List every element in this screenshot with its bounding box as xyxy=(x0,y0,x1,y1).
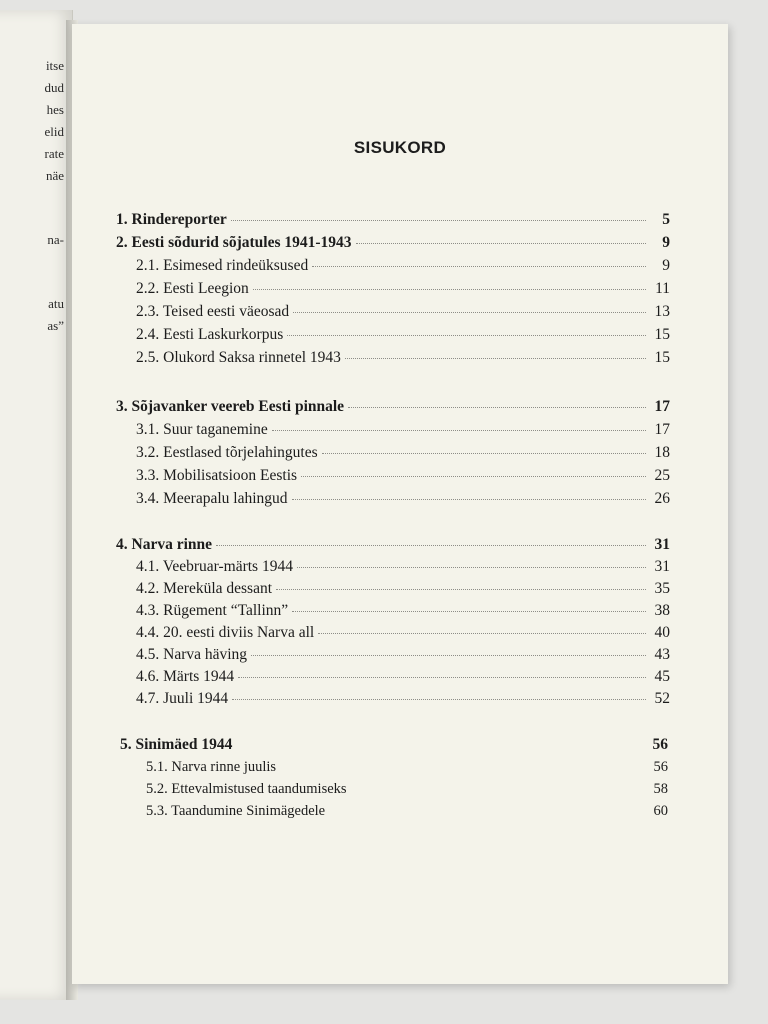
toc-entry-page: 9 xyxy=(662,257,670,274)
dot-leader xyxy=(287,335,646,336)
toc-entry-title: 2. Eesti sõdurid sõjatules 1941-1943 xyxy=(116,234,352,251)
left-page-fragment: dud xyxy=(44,80,64,95)
toc-entry-page: 38 xyxy=(654,602,670,619)
toc-entry-title: 4.5. Narva häving xyxy=(136,646,248,663)
toc-entry-title: 3.3. Mobilisatsioon Eestis xyxy=(136,467,298,484)
toc-entry-title: 4.7. Juuli 1944 xyxy=(136,690,229,707)
dot-leader xyxy=(292,611,646,612)
toc-entry-page: 13 xyxy=(654,303,670,320)
toc-entry-title: 5.2. Ettevalmistused taandumiseks xyxy=(146,781,347,797)
dot-leader xyxy=(272,430,646,431)
toc-entry xyxy=(136,490,670,508)
toc-entry-page: 56 xyxy=(652,736,668,753)
toc-entry-page: 35 xyxy=(654,580,670,597)
dot-leader xyxy=(356,243,646,244)
previous-page xyxy=(0,10,73,1000)
toc-entry xyxy=(136,326,670,344)
toc-entry xyxy=(136,624,670,642)
toc-entry-page: 56 xyxy=(653,759,668,775)
toc-entry-title: 3.2. Eestlased tõrjelahingutes xyxy=(136,444,318,461)
left-page-fragment: näe xyxy=(45,168,64,183)
toc-entry xyxy=(120,736,668,754)
toc-entry-title: 2.3. Teised eesti väeosad xyxy=(136,303,290,320)
toc-entry xyxy=(146,759,668,776)
toc-entry-page: 18 xyxy=(654,444,670,461)
toc-entry xyxy=(136,349,670,367)
toc-entry xyxy=(136,646,670,664)
dot-leader xyxy=(322,453,646,454)
toc-entry-page: 58 xyxy=(653,781,668,797)
toc-entry xyxy=(136,467,670,485)
toc-entry-page: 15 xyxy=(654,326,670,343)
toc-entry xyxy=(146,803,668,820)
toc-entry-title: 4.1. Veebruar-märts 1944 xyxy=(136,558,293,575)
toc-entry-title: 2.1. Esimesed rindeüksused xyxy=(136,257,309,274)
left-page-fragment: rate xyxy=(44,146,64,161)
toc-entry-page: 31 xyxy=(654,536,670,553)
dot-leader xyxy=(292,499,646,500)
toc-entry xyxy=(136,444,670,462)
dot-leader xyxy=(216,545,646,546)
toc-entry-title: 4.6. Märts 1944 xyxy=(136,668,235,685)
dot-leader xyxy=(312,266,646,267)
toc-entry-title: 1. Rindereporter xyxy=(116,211,227,228)
toc-entry-page: 15 xyxy=(654,349,670,366)
left-page-fragment: as” xyxy=(47,318,64,333)
toc-entry xyxy=(136,690,670,708)
dot-leader xyxy=(276,589,646,590)
toc-entry-page: 60 xyxy=(653,803,668,819)
toc-entry-page: 45 xyxy=(654,668,670,685)
dot-leader xyxy=(251,655,646,656)
dot-leader xyxy=(301,476,646,477)
toc-entry-title: 5.3. Taandumine Sinimägedele xyxy=(146,803,326,819)
toc-entry xyxy=(116,536,670,554)
left-page-fragment: itse xyxy=(45,58,64,73)
toc-entry xyxy=(146,781,668,798)
toc-entry xyxy=(136,558,670,576)
toc-entry-page: 5 xyxy=(662,211,670,228)
toc-entry xyxy=(136,668,670,686)
toc-entry-page: 40 xyxy=(654,624,670,641)
toc-entry-title: 5. Sinimäed 1944 xyxy=(120,736,233,753)
toc-entry-page: 43 xyxy=(654,646,670,663)
dot-leader xyxy=(297,567,646,568)
toc-entry-page: 17 xyxy=(654,421,670,438)
toc-entry xyxy=(136,303,670,321)
dot-leader xyxy=(348,407,646,408)
toc-entry-title: 4. Narva rinne xyxy=(116,536,213,553)
dot-leader xyxy=(345,358,646,359)
toc-entry xyxy=(116,398,670,416)
toc-entry-title: 2.2. Eesti Leegion xyxy=(136,280,249,297)
toc-entry-title: 4.2. Mereküla dessant xyxy=(136,580,273,597)
toc-entry-title: 3.1. Suur taganemine xyxy=(136,421,268,438)
toc-entry xyxy=(136,257,670,275)
toc-entry xyxy=(116,211,670,229)
toc-entry-page: 26 xyxy=(654,490,670,507)
left-page-fragment: na- xyxy=(47,232,64,247)
left-page-fragment: atu xyxy=(48,296,64,311)
dot-leader xyxy=(253,289,646,290)
toc-entry-page: 11 xyxy=(655,280,670,297)
left-page-fragment: elid xyxy=(44,124,64,139)
toc-entry-page: 17 xyxy=(654,398,670,415)
dot-leader xyxy=(232,699,646,700)
toc-entry xyxy=(136,421,670,439)
toc-entry-title: 4.3. Rügement “Tallinn” xyxy=(136,602,289,619)
toc-entry xyxy=(136,580,670,598)
dot-leader xyxy=(293,312,646,313)
toc-entry-page: 9 xyxy=(662,234,670,251)
toc-entry-title: 2.5. Olukord Saksa rinnetel 1943 xyxy=(136,349,341,366)
toc-entry xyxy=(116,234,670,252)
toc-entry xyxy=(136,280,670,298)
left-page-fragment: hes xyxy=(46,102,64,117)
toc-entry-title: 5.1. Narva rinne juulis xyxy=(146,759,277,775)
toc-entry-title: 2.4. Eesti Laskurkorpus xyxy=(136,326,284,343)
toc-entry-page: 52 xyxy=(654,690,670,707)
dot-leader xyxy=(318,633,646,634)
toc-entry xyxy=(136,602,670,620)
toc-entry-page: 25 xyxy=(654,467,670,484)
dot-leader xyxy=(231,220,646,221)
toc-entry-title: 4.4. 20. eesti diviis Narva all xyxy=(136,624,315,641)
dot-leader xyxy=(238,677,646,678)
contents-page xyxy=(72,24,728,984)
toc-entry-title: 3.4. Meerapalu lahingud xyxy=(136,490,288,507)
toc-entry-title: 3. Sõjavanker veereb Eesti pinnale xyxy=(116,398,345,415)
toc-entry-page: 31 xyxy=(654,558,670,575)
page-title: SISUKORD xyxy=(353,138,447,157)
